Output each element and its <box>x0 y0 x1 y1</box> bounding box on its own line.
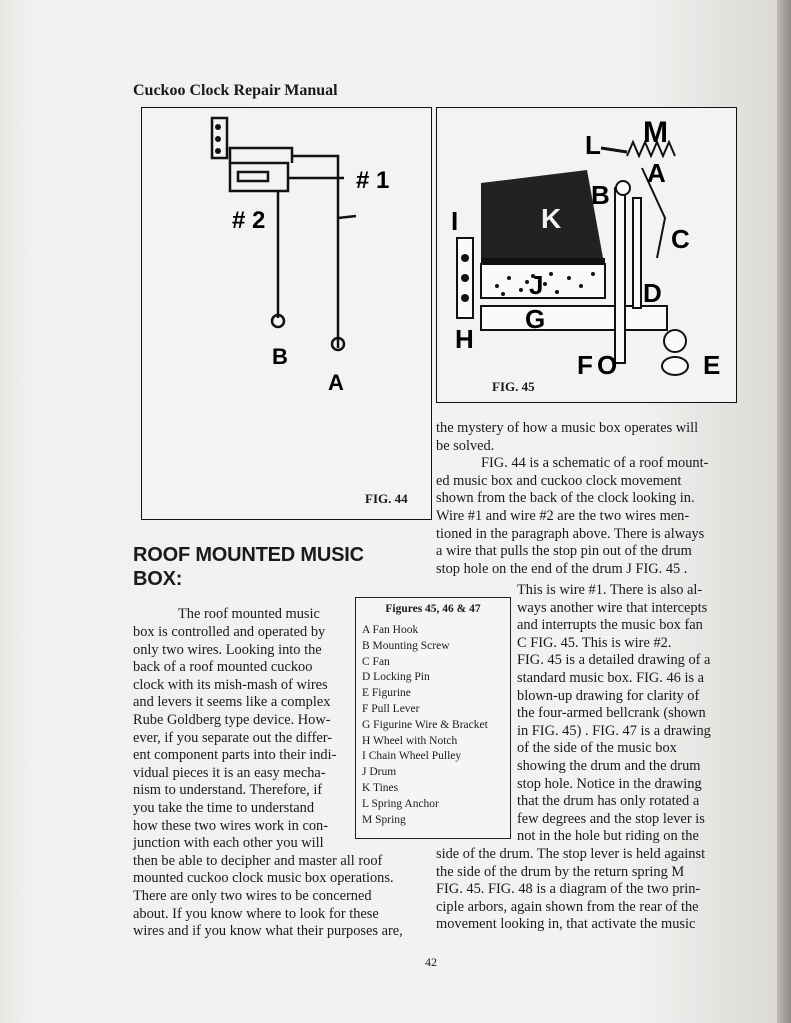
legend-item: F Pull Lever <box>362 702 420 715</box>
text-line: ed music box and cuckoo clock movement <box>436 472 682 489</box>
fig45-pull-lever <box>615 188 625 363</box>
figure-45 <box>436 107 737 403</box>
legend-item: A Fan Hook <box>362 624 419 636</box>
text-line: vidual pieces it is an easy mecha- <box>133 764 326 781</box>
figure-44 <box>141 107 432 520</box>
text-line: wires and if you know what their purposes are, <box>133 923 403 940</box>
text-line: This is wire #1. There is also al- <box>517 582 703 598</box>
text-line: stop hole. Notice in the drawing <box>517 775 702 792</box>
fig45-label-c: C <box>671 224 690 254</box>
text-line: stop hole on the end of the drum J FIG. 45 . <box>436 560 688 577</box>
text-line: a wire that pulls the stop pin out of the drum <box>436 543 692 560</box>
text-line: ciple arbors, again shown from the rear of the <box>436 898 699 915</box>
fig45-spring-anchor <box>601 148 627 152</box>
fig45-label-m: M <box>643 116 668 149</box>
legend-item: J Drum <box>362 766 397 779</box>
section-title-line: BOX: <box>133 568 183 590</box>
fig45-label-j: J <box>529 270 544 300</box>
figure-44-schematic <box>142 108 431 519</box>
text-line: shown from the back of the clock looking in. <box>436 490 695 507</box>
figure-legend <box>355 597 511 839</box>
text-line: FIG. 44 is a schematic of a roof mount- <box>481 455 709 472</box>
fig45-label-i: I <box>451 206 459 236</box>
narrow-column-text <box>517 582 711 846</box>
page-number: 42 <box>425 955 437 969</box>
text-line: Rube Goldberg type device. How- <box>133 711 331 728</box>
legend-item: I Chain Wheel Pulley <box>362 750 462 763</box>
fig45-label-b: B <box>591 180 610 210</box>
text-line: tioned in the paragraph above. There is always <box>436 525 705 542</box>
text-line: few degrees and the stop lever is <box>517 810 705 827</box>
legend-item: C Fan <box>362 655 390 668</box>
text-line: mounted cuckoo clock music box operations. <box>133 870 394 887</box>
text-line: not in the hole but riding on the <box>517 828 699 845</box>
text-line: ways another wire that intercepts <box>517 599 708 616</box>
figure-44-caption: FIG. 44 <box>365 491 408 506</box>
fig45-label-a: A <box>647 158 666 188</box>
text-line: you take the time to understand <box>133 799 315 816</box>
fig45-label-o: O <box>597 350 618 380</box>
text-line: ent component parts into their indi- <box>133 747 337 764</box>
fig45-mounting-screw <box>616 181 630 195</box>
text-line: about. If you know where to look for these <box>133 905 379 922</box>
fig44-label-b: B <box>272 344 288 369</box>
text-line: and levers it seems like a complex <box>133 694 331 711</box>
fig45-label-k: K <box>541 203 562 234</box>
figure-45-caption: FIG. 45 <box>492 379 535 394</box>
text-line: FIG. 45. FIG. 48 is a diagram of the two prin- <box>436 881 701 898</box>
fig45-label-g: G <box>525 304 546 334</box>
text-line: C FIG. 45. This is wire #2. <box>517 634 672 651</box>
legend-title: Figures 45, 46 & 47 <box>385 603 481 615</box>
text-line: clock with its mish-mash of wires <box>133 676 328 693</box>
fig44-label-wire2: # 2 <box>232 207 266 234</box>
fig45-figurine-bracket <box>481 306 667 330</box>
text-line: nism to understand. Therefore, if <box>133 782 323 799</box>
right-column-text <box>436 420 708 578</box>
legend-item: G Figurine Wire & Bracket <box>362 718 488 731</box>
text-line: side of the drum. The stop lever is held against <box>436 846 706 862</box>
fig45-label-d: D <box>643 278 662 308</box>
text-line: that the drum has only rotated a <box>517 793 700 810</box>
fig44-inner-block <box>238 172 268 181</box>
text-line: standard music box. FIG. 46 is a <box>517 669 705 686</box>
text-line: the side of the drum by the return spring M <box>436 863 685 880</box>
fig44-label-a: A <box>328 370 344 395</box>
legend-item: L Spring Anchor <box>362 797 439 810</box>
legend-item: M Spring <box>362 813 406 826</box>
text-line: The roof mounted music <box>178 606 320 622</box>
legend-item: B Mounting Screw <box>362 639 450 652</box>
text-line: movement looking in, that activate the music <box>436 916 696 933</box>
legend-item: K Tines <box>362 781 399 794</box>
fig44-wire-1 <box>292 156 338 336</box>
fig45-label-f: F <box>577 350 593 380</box>
text-line: the mystery of how a music box operates will <box>436 420 699 436</box>
text-line: back of a roof mounted cuckoo <box>133 659 313 676</box>
legend-item: D Locking Pin <box>362 671 430 684</box>
text-line: and interrupts the music box fan <box>517 617 703 634</box>
text-line: blown-up drawing for clarity of <box>517 687 700 704</box>
fig44-label-wire1: # 1 <box>356 167 390 194</box>
text-line: showing the drum and the drum <box>517 757 701 774</box>
left-column-text <box>178 606 320 624</box>
text-line: ever, if you separate out the differ- <box>133 729 333 746</box>
text-line: FIG. 45 is a detailed drawing of a <box>517 652 711 669</box>
text-line: box is controlled and operated by <box>133 624 326 640</box>
legend-item: H Wheel with Notch <box>362 734 458 747</box>
fig45-label-h: H <box>455 324 474 354</box>
fig45-label-e: E <box>703 350 721 380</box>
figure-45-music-box-drawing <box>437 108 736 402</box>
section-title-line: ROOF MOUNTED MUSIC <box>133 544 364 566</box>
text-line: how these two wires work in con- <box>133 817 329 834</box>
text-line: then be able to decipher and master all roof <box>133 852 383 869</box>
book-spine-edge <box>777 0 791 1023</box>
fig45-figurine <box>664 330 686 352</box>
text-line: Wire #1 and wire #2 are the two wires men- <box>436 507 690 524</box>
text-line: only two wires. Looking into the <box>133 641 322 658</box>
text-line: in FIG. 45) . FIG. 47 is a drawing <box>517 722 711 739</box>
fig44-bracket <box>230 148 292 163</box>
text-line: be solved. <box>436 437 495 454</box>
text-line: of the side of the music box <box>517 740 677 757</box>
right-column-text-bottom <box>436 846 705 934</box>
legend-item: E Figurine <box>362 687 411 700</box>
text-line: junction with each other you will <box>133 835 324 852</box>
fig45-label-l: L <box>585 130 601 160</box>
text-line: There are only two wires to be concerned <box>133 887 372 904</box>
text-line: the four-armed bellcrank (shown <box>517 705 706 722</box>
running-head: Cuckoo Clock Repair Manual <box>133 82 338 99</box>
section-title <box>133 543 364 591</box>
